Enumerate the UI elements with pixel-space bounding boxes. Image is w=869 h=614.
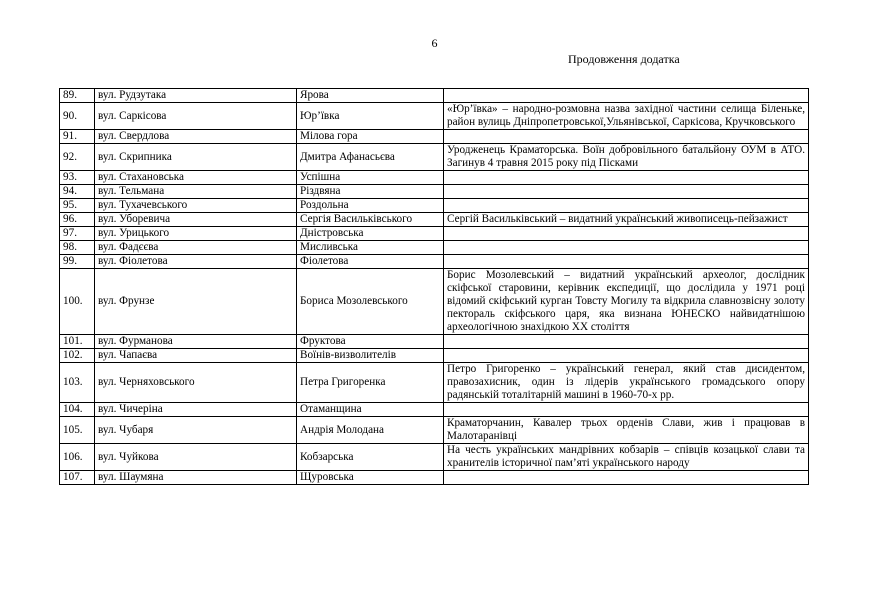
table-row <box>60 403 809 417</box>
old-street-name: вул. Стахановська <box>95 171 297 185</box>
old-street-name: вул. Чуйкова <box>95 444 297 471</box>
old-street-name: вул. Уборевича <box>95 213 297 227</box>
row-number: 99. <box>60 255 95 269</box>
rename-note <box>444 185 809 199</box>
rename-note <box>444 89 809 103</box>
table-row <box>60 255 809 269</box>
table-body <box>60 89 809 485</box>
street-rename-table <box>59 88 809 485</box>
old-street-name: вул. Чапаєва <box>95 349 297 363</box>
table-row <box>60 363 809 403</box>
old-street-name: вул. Фрунзе <box>95 269 297 335</box>
row-number: 105. <box>60 417 95 444</box>
row-number: 93. <box>60 171 95 185</box>
row-number: 104. <box>60 403 95 417</box>
new-street-name: Фруктова <box>297 335 444 349</box>
rename-note <box>444 130 809 144</box>
new-street-name: Роздольна <box>297 199 444 213</box>
old-street-name: вул. Тельмана <box>95 185 297 199</box>
rename-note: Уродженець Краматорська. Воїн добровільного батальйону ОУМ в АТО. Загинув 4 травня 2015 року під Пісками <box>444 144 809 171</box>
new-street-name: Андрія Молодана <box>297 417 444 444</box>
new-street-name: Фіолетова <box>297 255 444 269</box>
old-street-name: вул. Саркісова <box>95 103 297 130</box>
table-row <box>60 241 809 255</box>
old-street-name: вул. Тухачевського <box>95 199 297 213</box>
new-street-name: Бориса Мозолевського <box>297 269 444 335</box>
table-row <box>60 335 809 349</box>
rename-note: Борис Мозолевський – видатний український археолог, дослідник скіфської старовини, керівник експедиції, що дослідила у 1971 році відомий скіфський курган Товсту Могилу та відкрила славнозвісну золоту пектораль скіфського царя, яка визнана ЮНЕСКО найвидатнішою археологічною знахідкою ХХ століття <box>444 269 809 335</box>
continuation-label: Продовження додатка <box>568 52 680 66</box>
row-number: 95. <box>60 199 95 213</box>
new-street-name: Різдвяна <box>297 185 444 199</box>
rename-note <box>444 255 809 269</box>
new-street-name: Дністровська <box>297 227 444 241</box>
old-street-name: вул. Чичеріна <box>95 403 297 417</box>
old-street-name: вул. Урицького <box>95 227 297 241</box>
row-number: 97. <box>60 227 95 241</box>
row-number: 107. <box>60 471 95 485</box>
rename-note: «Юр’ївка» – народно-розмовна назва західної частини селища Біленьке, район вулиць Дніпропетровської,Ульянівської, Саркісова, Кручковського <box>444 103 809 130</box>
table-row <box>60 349 809 363</box>
row-number: 101. <box>60 335 95 349</box>
row-number: 96. <box>60 213 95 227</box>
row-number: 102. <box>60 349 95 363</box>
rename-note <box>444 171 809 185</box>
old-street-name: вул. Фурманова <box>95 335 297 349</box>
row-number: 106. <box>60 444 95 471</box>
rename-note: На честь українських мандрівних кобзарів – співців козацької слави та хранителів історичної пам’яті українського народу <box>444 444 809 471</box>
new-street-name: Юр’ївка <box>297 103 444 130</box>
old-street-name: вул. Свердлова <box>95 130 297 144</box>
new-street-name: Воїнів-визволителів <box>297 349 444 363</box>
table-row <box>60 471 809 485</box>
new-street-name: Отаманщина <box>297 403 444 417</box>
table-row <box>60 444 809 471</box>
row-number: 92. <box>60 144 95 171</box>
rename-note <box>444 335 809 349</box>
rename-note <box>444 199 809 213</box>
table-row <box>60 89 809 103</box>
row-number: 98. <box>60 241 95 255</box>
old-street-name: вул. Чубаря <box>95 417 297 444</box>
new-street-name: Успішна <box>297 171 444 185</box>
row-number: 89. <box>60 89 95 103</box>
table-row <box>60 199 809 213</box>
row-number: 103. <box>60 363 95 403</box>
old-street-name: вул. Фадєєва <box>95 241 297 255</box>
rename-note <box>444 227 809 241</box>
new-street-name: Мисливська <box>297 241 444 255</box>
old-street-name: вул. Рудзутака <box>95 89 297 103</box>
row-number: 94. <box>60 185 95 199</box>
row-number: 91. <box>60 130 95 144</box>
old-street-name: вул. Фіолетова <box>95 255 297 269</box>
old-street-name: вул. Шаумяна <box>95 471 297 485</box>
table-row <box>60 171 809 185</box>
old-street-name: вул. Черняховського <box>95 363 297 403</box>
table-row <box>60 130 809 144</box>
new-street-name: Мілова гора <box>297 130 444 144</box>
rename-note: Краматорчанин, Кавалер трьох орденів Слави, жив і працював в Малотаранівці <box>444 417 809 444</box>
table-row <box>60 103 809 130</box>
table-row <box>60 213 809 227</box>
table-row <box>60 185 809 199</box>
page-number: 6 <box>431 36 438 50</box>
table-row <box>60 417 809 444</box>
new-street-name: Сергія Васильківського <box>297 213 444 227</box>
rename-note <box>444 349 809 363</box>
new-street-name: Дмитра Афанасьєва <box>297 144 444 171</box>
table-row <box>60 144 809 171</box>
rename-note: Петро Григоренко – український генерал, який став дисидентом, правозахисник, один із лідерів українського громадського опору радянській тоталітарній машині в 1960-70-х рр. <box>444 363 809 403</box>
new-street-name: Петра Григоренка <box>297 363 444 403</box>
new-street-name: Ярова <box>297 89 444 103</box>
table-row <box>60 269 809 335</box>
row-number: 100. <box>60 269 95 335</box>
row-number: 90. <box>60 103 95 130</box>
rename-note <box>444 403 809 417</box>
rename-note: Сергій Васильківський – видатний український живописець-пейзажист <box>444 213 809 227</box>
new-street-name: Щуровська <box>297 471 444 485</box>
table-row <box>60 227 809 241</box>
rename-note <box>444 241 809 255</box>
old-street-name: вул. Скрипника <box>95 144 297 171</box>
rename-note <box>444 471 809 485</box>
new-street-name: Кобзарська <box>297 444 444 471</box>
